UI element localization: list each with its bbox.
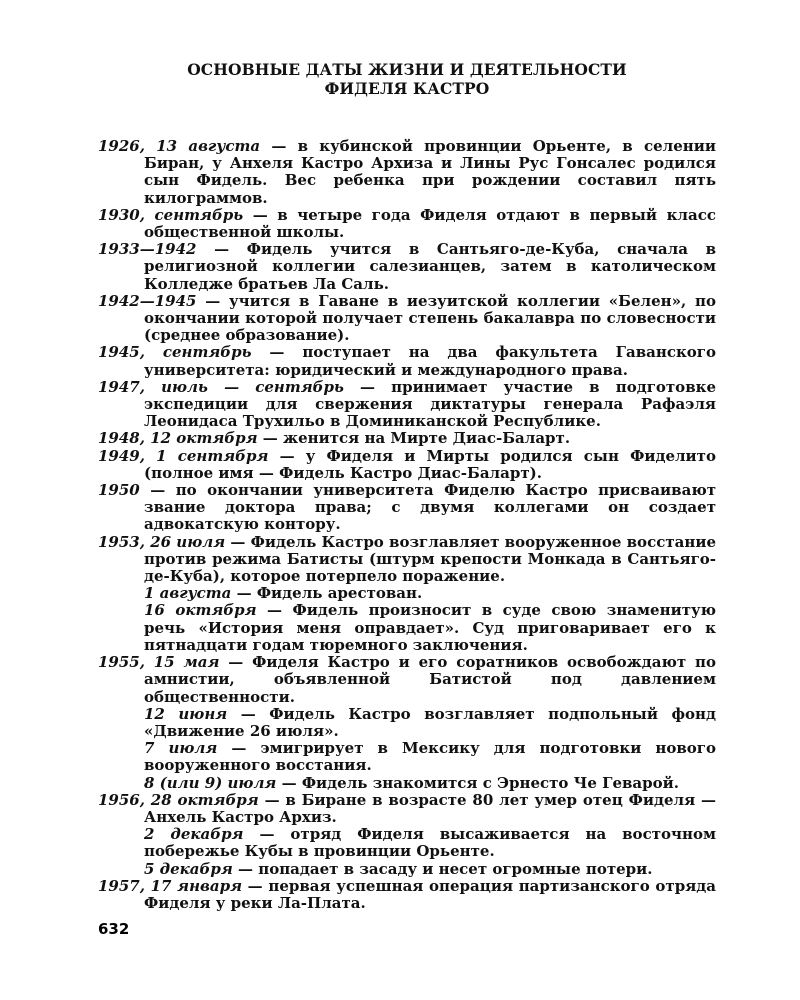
chronology-entry bbox=[98, 430, 716, 447]
chronology-entry bbox=[98, 138, 716, 207]
chronology-entry bbox=[98, 826, 716, 860]
entry-date: 1930, сентябрь bbox=[98, 205, 244, 224]
chronology-entry bbox=[98, 792, 716, 826]
entry-text: — женится на Мирте Диас-Баларт. bbox=[257, 429, 571, 448]
chronology-entry bbox=[98, 379, 716, 431]
entry-text: — Фидель Кастро возглавляет подпольный фонд «Движение 26 июля». bbox=[144, 704, 716, 740]
chronology-entry bbox=[98, 654, 716, 706]
chronology-entry bbox=[98, 878, 716, 912]
entry-date: 1945, сентябрь bbox=[98, 343, 252, 362]
chronology-entry bbox=[98, 602, 716, 654]
chronology-entry bbox=[98, 861, 716, 878]
entry-text: — Фидель арестован. bbox=[231, 584, 423, 603]
chronology-entry bbox=[98, 293, 716, 345]
entry-text: — первая успешная операция партизанского отряда Фиделя у реки Ла-Плата. bbox=[144, 876, 716, 912]
entry-text: — в Биране в возрасте 80 лет умер отец Фиделя — Анхель Кастро Архиз. bbox=[144, 790, 716, 826]
page-title bbox=[98, 60, 716, 98]
entry-text: — в кубинской провинции Орьенте, в селении Биран, у Анхеля Кастро Архиза и Лины Рус Гонсалес родился сын Фидель. Вес ребенка при рождении составил пять килограммов. bbox=[144, 137, 716, 207]
chronology-list bbox=[98, 138, 716, 912]
entry-date: 1955, 15 мая bbox=[98, 653, 220, 672]
entry-text: — по окончании университета Фиделю Кастро присваивают звание доктора права; с двумя коллегами он создает адвокатскую контору. bbox=[139, 481, 716, 534]
entry-date: 1950 bbox=[98, 481, 140, 500]
entry-text: — в четыре года Фиделя отдают в первый класс общественной школы. bbox=[144, 205, 716, 242]
chronology-entry bbox=[98, 534, 716, 586]
chronology-entry bbox=[98, 775, 716, 792]
entry-date: 1957, 17 января bbox=[98, 876, 243, 895]
entry-date: 2 декабря bbox=[144, 825, 244, 844]
entry-text: — эмигрирует в Мексику для подготовки нового вооруженного восстания. bbox=[144, 739, 716, 775]
entry-text: — Фиделя Кастро и его соратников освобождают по амнистии, объявленной Батистой под давлением общественности. bbox=[144, 653, 716, 706]
chronology-entry bbox=[98, 241, 716, 293]
chronology-entry bbox=[98, 585, 716, 602]
entry-date: 1926, 13 августа bbox=[98, 137, 261, 155]
entry-date: 1948, 12 октября bbox=[98, 429, 258, 448]
entry-text: — поступает на два факультета Гаванского университета: юридический и международного права. bbox=[144, 343, 716, 379]
page-number: 632 bbox=[98, 920, 130, 938]
entry-date: 1933—1942 bbox=[98, 240, 197, 259]
entry-text: — Фидель Кастро возглавляет вооруженное восстание против режима Батисты (штурм крепости Монкада в Сантьяго-де-Куба), которое потерпело поражение. bbox=[144, 532, 716, 586]
entry-date: 16 октября bbox=[144, 601, 257, 620]
entry-date: 1953, 26 июля bbox=[98, 532, 226, 551]
entry-text: — учится в Гаване в иезуитской коллегии «Белен», по окончании которой получает степень бакалавра по словесности (среднее образование). bbox=[144, 291, 716, 345]
entry-date: 5 декабря bbox=[144, 859, 233, 878]
entry-text: — принимает участие в подготовке экспедиции для свержения диктатуры генерала Рафаэля Леонидаса Трухильо в Доминиканской Республике. bbox=[144, 377, 716, 431]
entry-date: 12 июня bbox=[144, 704, 228, 723]
chronology-entry bbox=[98, 740, 716, 774]
chronology-entry bbox=[98, 706, 716, 740]
entry-date: 1949, 1 сентября bbox=[98, 446, 269, 465]
chronology-entry bbox=[98, 448, 716, 482]
entry-text: — у Фиделя и Мирты родился сын Фиделито (полное имя — Фидель Кастро Диас-Баларт). bbox=[144, 446, 716, 482]
entry-text: — Фидель произносит в суде свою знаменитую речь «История меня оправдает». Суд приговаривает его к пятнадцати годам тюремного заключения. bbox=[144, 601, 716, 654]
entry-date: 1942—1945 bbox=[98, 291, 197, 310]
chronology-entry bbox=[98, 344, 716, 378]
entry-text: — Фидель учится в Сантьяго-де-Куба, сначала в религиозной коллегии салезианцев, затем в католическом Колледже братьев Ла Саль. bbox=[144, 240, 716, 293]
entry-date: 1947, июль — сентябрь bbox=[98, 377, 344, 396]
entry-date: 8 (или 9) июля bbox=[144, 773, 277, 792]
entry-text: — Фидель знакомится с Эрнесто Че Геварой. bbox=[276, 773, 679, 792]
title-line-1: ОСНОВНЫЕ ДАТЫ ЖИЗНИ И ДЕЯТЕЛЬНОСТИ bbox=[187, 60, 627, 79]
entry-text: — отряд Фиделя высаживается на восточном побережье Кубы в провинции Орьенте. bbox=[144, 825, 716, 861]
entry-date: 1 августа bbox=[144, 584, 232, 603]
entry-date: 1956, 28 октября bbox=[98, 790, 259, 809]
chronology-entry bbox=[98, 482, 716, 534]
chronology-entry bbox=[98, 207, 716, 241]
title-line-2: ФИДЕЛЯ КАСТРО bbox=[324, 79, 490, 98]
entry-text: — попадает в засаду и несет огромные потери. bbox=[232, 859, 653, 878]
entry-date: 7 июля bbox=[144, 739, 218, 758]
page-content bbox=[98, 60, 716, 912]
